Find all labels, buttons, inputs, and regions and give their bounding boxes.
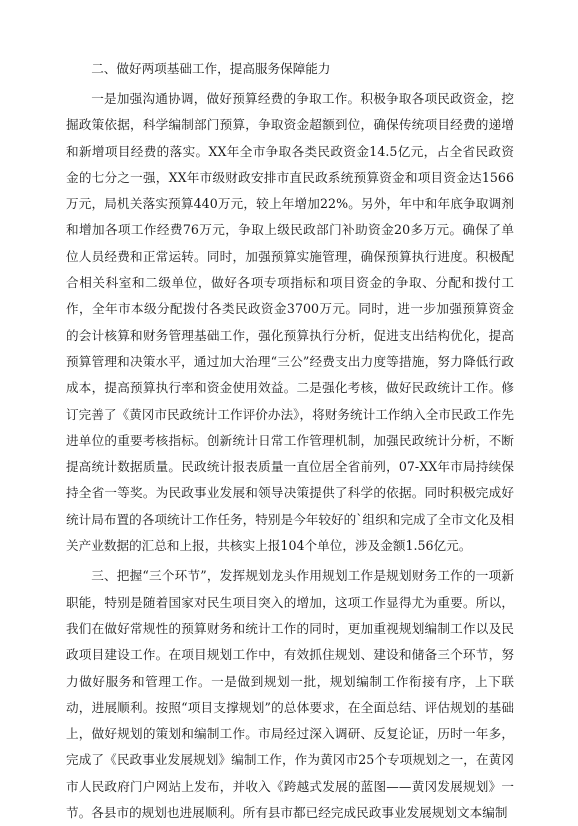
section-three-paragraph: 三、把握“三个环节”，发挥规划龙头作用规划工作是规划财务工作的一项新职能，特别是随着国家对民生项目突入的增加，这项工作显得尤为重要。所以，我们在做好常规性的预算财务和统计工作的同时，更加重视规划编制工作以及民政项目建设工作。在项目规划工作中，有效抓住规划、建设和储备三个环节，努力做好服务和管理工作。一是做到规划一批，规划编制工作衔接有序，上下联动，进展顺利。按照“项目支撑规划”的总体要求，在全面总结、评估规划的基础上，做好规划的策划和编制工作。市局经过深入调研、反复论证，历时一年多，完成了《民政事业发展规划》编制工作，作为黄冈市25个专项规划之一，在黄冈市人民政府门户网站上发布，并收入《跨越式发展的蓝图——黄冈发展规划》一节。各县市的规划也进展顺利。所有县市都已经完成民政事业发展规划文本编制 (66, 568, 514, 821)
section-heading-two: 二、做好两项基础工作，提高服务保障能力 (91, 61, 331, 76)
document-page (66, 56, 514, 826)
section-two-paragraph: 一是加强沟通协调，做好预算经费的争取工作。积极争取各项民政资金，挖掘政策依据，科学编制部门预算，争取资金超额到位，确保传统项目经费的递增和新增项目经费的落实。XX年全市争取各类民政资金14.5亿元，占全省民政资金的七分之一强，XX年市级财政安排市直民政系统预算资金和项目资金达1566万元，局机关落实预算440万元，较上年增加22%。另外，年中和年底争取调剂和增加各项工作经费76万元，争取上级民政部门补助资金20多万元。确保了单位人员经费和正常运转。同时，加强预算实施管理，确保预算执行进度。积极配合相关科室和二级单位，做好各项专项指标和项目资金的争取、分配和拨付工作，全年市本级分配拨付各类民政资金3700万元。同时，进一步加强预算资金的会计核算和财务管理基础工作，强化预算执行分析，促进支出结构优化，提高预算管理和决策水平，通过加大治理“三公”经费支出力度等措施，努力降低行政成本，提高预算执行率和资金使用效益。二是强化考核，做好民政统计工作。修订完善了《黄冈市民政统计工作评价办法》，将财务统计工作纳入全市民政工作先进单位的重要考核指标。创新统计日常工作管理机制，加强民政统计分析，不断提高统计数据质量。民政统计报表质量一直位居全省前列，07-XX年市局持续保持全省一等奖。为民政事业发展和领导决策提供了科学的依据。同时积极完成好统计局布置的各项统计工作任务，特别是今年较好的`组织和完成了全市文化及相关产业数据的汇总和上报，共核实上报104个单位，涉及金额1.56亿元。 (66, 91, 514, 554)
